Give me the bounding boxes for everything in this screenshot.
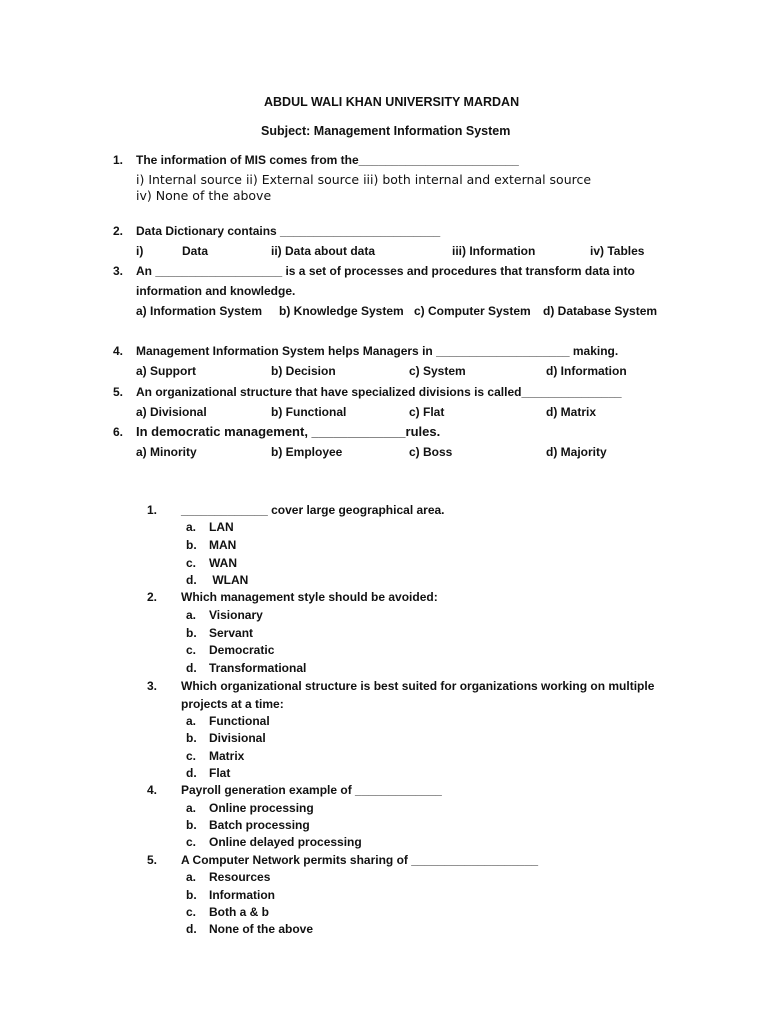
option-text: Divisional (209, 731, 266, 745)
option-letter: d. (186, 922, 197, 936)
option-text: Both a & b (209, 905, 269, 919)
option-letter: d. (186, 766, 197, 780)
option: c) Computer System (414, 304, 531, 318)
option-text: Resources (209, 870, 271, 884)
option: c) Flat (409, 405, 445, 419)
option: d) Database System (543, 304, 658, 318)
option-text: Servant (209, 626, 254, 640)
option-letter: a. (186, 801, 197, 815)
option: b) Employee (271, 445, 343, 459)
option: iii) Information (452, 244, 536, 258)
option-letter: a. (186, 608, 197, 622)
question-text: A Computer Network permits sharing of ___________________ (181, 853, 539, 867)
option: c) System (409, 364, 466, 378)
question-number: 1. (147, 503, 158, 517)
option-text: WAN (209, 556, 237, 570)
question-number: 3. (147, 679, 158, 693)
question-text-continued: information and knowledge. (136, 284, 296, 298)
question-number: 2. (147, 590, 158, 604)
question-number: 3. (113, 264, 124, 278)
option-text: MAN (209, 538, 237, 552)
option-letter: c. (186, 749, 197, 763)
option: d) Majority (546, 445, 607, 459)
question-text: An organizational structure that have specialized divisions is called_______________ (136, 385, 622, 399)
option-letter: a. (186, 870, 197, 884)
question-number: 2. (113, 224, 124, 238)
option-text: Functional (209, 714, 270, 728)
question-text: An ___________________ is a set of processes and procedures that transform data into (136, 264, 635, 278)
option-text: Visionary (209, 608, 263, 622)
question-text-continued: projects at a time: (181, 697, 284, 711)
option-text: Transformational (209, 661, 307, 675)
option-letter: b. (186, 731, 197, 745)
option: a) Minority (136, 445, 197, 459)
option-letter: b. (186, 626, 197, 640)
option-letter: a. (186, 714, 197, 728)
option-letter: b. (186, 538, 197, 552)
option-text: Online processing (209, 801, 314, 815)
option-text: LAN (209, 520, 234, 534)
question-text: Which management style should be avoided: (181, 590, 438, 604)
options-line: iv) None of the above (136, 188, 272, 203)
question-text: Data Dictionary contains ________________________ (136, 224, 441, 238)
option-letter: d. (186, 661, 197, 675)
question-text: Payroll generation example of _____________ (181, 783, 442, 797)
question-number: 5. (113, 385, 124, 399)
option: b) Functional (271, 405, 347, 419)
option: a) Support (136, 364, 196, 378)
subject-line: Subject: Management Information System (261, 124, 511, 138)
question-text: _____________ cover large geographical area. (181, 503, 445, 517)
option-text: WLAN (209, 573, 249, 587)
option: Data (182, 244, 209, 258)
option-text: Matrix (209, 749, 245, 763)
option-text: Democratic (209, 643, 275, 657)
options-line: i) Internal source ii) External source iii) both internal and external source (136, 172, 592, 187)
option-letter: c. (186, 905, 197, 919)
option-text: Batch processing (209, 818, 310, 832)
option: a) Divisional (136, 405, 207, 419)
option: ii) Data about data (271, 244, 376, 258)
option-letter: c. (186, 556, 197, 570)
question-number: 6. (113, 425, 124, 439)
option-letter: d. (186, 573, 197, 587)
question-number: 4. (113, 344, 124, 358)
option-letter: c. (186, 643, 197, 657)
option: d) Matrix (546, 405, 597, 419)
question-number: 5. (147, 853, 158, 867)
option: b) Decision (271, 364, 336, 378)
question-number: 4. (147, 783, 158, 797)
option-letter: a. (186, 520, 197, 534)
question-text: Which organizational structure is best suited for organizations working on multiple (181, 679, 655, 693)
option-text: Online delayed processing (209, 835, 362, 849)
option-letter: b. (186, 818, 197, 832)
option-text: Flat (209, 766, 231, 780)
university-title: ABDUL WALI KHAN UNIVERSITY MARDAN (264, 95, 520, 109)
question-text: Management Information System helps Managers in ____________________ making. (136, 344, 619, 358)
option: d) Information (546, 364, 627, 378)
option: i) (136, 244, 144, 258)
option: b) Knowledge System (279, 304, 404, 318)
option: a) Information System (136, 304, 263, 318)
question-number: 1. (113, 153, 124, 167)
option-text: Information (209, 888, 275, 902)
option: iv) Tables (590, 244, 645, 258)
option-letter: b. (186, 888, 197, 902)
option: c) Boss (409, 445, 453, 459)
option-text: None of the above (209, 922, 314, 936)
option-letter: c. (186, 835, 197, 849)
question-text: In democratic management, _____________rules. (136, 424, 441, 439)
question-text: The information of MIS comes from the________________________ (136, 153, 519, 167)
